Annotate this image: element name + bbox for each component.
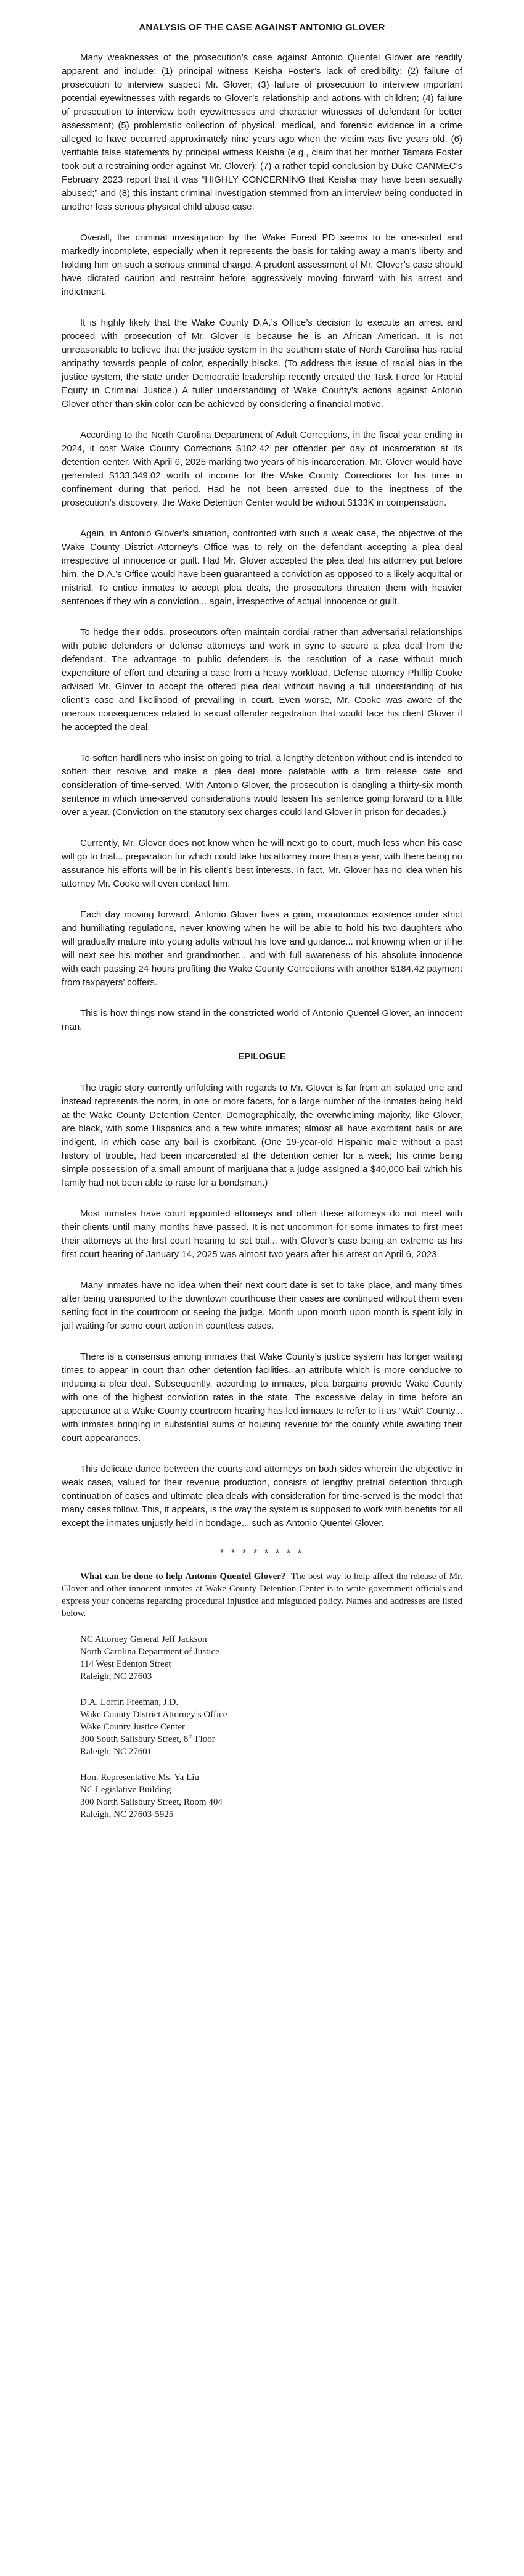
address-line: NC Legislative Building bbox=[80, 1785, 171, 1795]
address-line: Wake County Justice Center bbox=[80, 1722, 186, 1732]
epilogue-paragraph: This delicate dance between the courts and attorneys on both sides wherein the objective in weak cases, valued for their revenue production, consists of lengthy pretrial detention through continuation of cases and ultimate plea deals with consideration for time-served is the model that many cases follow. This, it appears, is the way the system is supposed to work with benefits for all except the inmates unjustly held in bondage... such as Antonio Quentel Glover. bbox=[62, 1464, 462, 1528]
analysis-paragraph: To soften hardliners who insist on going to trial, a lengthy detention without end is intended to soften their resolve and make a plea deal more palatable with a firm release date and consideration of time-served. With Antonio Glover, the prosecution is dangling a thirty-six month sentence in which time-served considerations would lessen his sentence going forward to a little over a year. (Conviction on the statutory sex charges could land Glover in prison for decades.) bbox=[62, 753, 462, 818]
analysis-paragraph: Again, in Antonio Glover’s situation, confronted with such a weak case, the objective of the Wake County District Attorney’s Office was to rely on the defendant accepting a plea deal irrespective of innocence or guilt. Had Mr. Glover accepted the plea deal his attorney put before him, the D.A.’s Office would have been guaranteed a conviction as opposed to a likely acquittal or mistrial. To entice inmates to accept plea deals, the prosecutors threaten them with heavier sentences if they win a conviction... again, irrespective of actual innocence or guilt. bbox=[62, 528, 462, 607]
address-block-representative bbox=[80, 1771, 462, 1821]
address-line: Raleigh, NC 27601 bbox=[80, 1747, 152, 1757]
analysis-paragraph: Overall, the criminal investigation by the Wake Forest PD seems to be one-sided and markedly incomplete, especially when it represents the basis for taking away a man’s liberty and holding him on such a serious criminal charge. A prudent assessment of Mr. Glover’s case should have dictated caution and restraint before aggressively moving forward with his arrest and indictment. bbox=[62, 232, 462, 297]
epilogue-paragraph: Many inmates have no idea when their next court date is set to take place, and many times after being transported to the downtown courthouse their cases are continued without them even setting foot in the courtroom or seeing the judge. Month upon month upon month is spent idly in jail waiting for some court action in countless cases. bbox=[62, 1280, 462, 1331]
address-line: North Carolina Department of Justice bbox=[80, 1647, 219, 1657]
address-street-line bbox=[80, 1733, 462, 1745]
epilogue-paragraph: There is a consensus among inmates that Wake County’s justice system has longer waiting times to appear in court than other detention facilities, an attribute which is more conducive to inducing a plea deal. Subsequently, according to inmates, plea bargains provide Wake County with one of the highest conviction rates in the state. The excessive delay in time before an appearance at a Wake County courtroom hearing has led inmates to refer to it as “Wait” County... with inmates bringing in substantial sums of housing revenue for the county while awaiting their court appearances. bbox=[62, 1352, 462, 1443]
document-title: ANALYSIS OF THE CASE AGAINST ANTONIO GLOVER bbox=[139, 22, 385, 33]
address-street-ordinal: th bbox=[188, 1733, 193, 1739]
address-line: Raleigh, NC 27603 bbox=[80, 1672, 152, 1681]
epilogue-section bbox=[62, 1081, 462, 1530]
address-line: Wake County District Attorney’s Office bbox=[80, 1710, 227, 1720]
epilogue-title: EPILOGUE bbox=[238, 1051, 286, 1062]
analysis-paragraph: It is highly likely that the Wake County D.A.’s Office’s decision to execute an arrest and proceed with prosecution of Mr. Glover is because he is an African American. It is not unreasonable to believe that the justice system in the southern state of North Carolina has racial antipathy towards people of color, especially blacks. (To address this issue of racial bias in the justice system, the state under Democratic leadership recently created the Task Force for Racial Equity in Criminal Justice.) A fuller understanding of Wake County’s actions against Antonio Glover other than skin color can be achieved by considering a financial motive. bbox=[62, 318, 462, 409]
help-lead: What can be done to help Antonio Quentel Glover? bbox=[80, 1572, 286, 1581]
analysis-paragraph: Currently, Mr. Glover does not know when he will next go to court, much less when his case will go to trial... preparation for which could take his attorney more than a year, with there being no assurance his efforts will be in his client’s best interests. In fact, Mr. Glover has no idea when his attorney Mr. Cooke will even contact him. bbox=[62, 838, 462, 889]
address-line: Raleigh, NC 27603-5925 bbox=[80, 1810, 174, 1819]
section-divider: * * * * * * * * bbox=[220, 1548, 304, 1558]
analysis-paragraph: Many weaknesses of the prosecution’s case against Antonio Quentel Glover are readily apparent and include: (1) principal witness Keisha Foster’s lack of credibility; (2) failure of prosecution to interview suspect Mr. Glover; (3) failure of prosecution to interview important potential eyewitnesses with regards to Glover’s relationship and actions with children; (4) failure of prosecution to interview both eyewitnesses and character witnesses of defendant for better assessment; (5) problematic collection of physical, medical, and forensic evidence in a crime alleged to have occurred approximately nine years ago when the victim was five years old; (6) verifiable false statements by principal witness Keisha (e.g., claim that her mother Tamara Foster took out a restraining order against Mr. Glover); (7) a rather tepid conclusion by Duke CANMEC’s February 2023 report that it was “HIGHLY CONCERNING that Keisha may have been sexually abused;” and (8) this instant criminal investigation stemmed from an interview being conducted in another less serious physical child abuse case. bbox=[62, 52, 462, 212]
address-line: Hon. Representative Ms. Ya Liu bbox=[80, 1773, 199, 1782]
analysis-paragraph: To hedge their odds, prosecutors often maintain cordial rather than adversarial relationships with public defenders or defense attorneys and work in sync to secure a plea deal from the defendant. The advantage to public defenders is the resolution of a case without much expenditure of effort and clearing a case from a heavy workload. Defense attorney Phillip Cooke advised Mr. Glover to accept the offered plea deal without having a full understanding of his client’s case and likelihood of prevailing in court. Even worse, Mr. Cooke was aware of the onerous consequences related to sexual offender registration that would face his client Glover if he accepted the deal. bbox=[62, 627, 462, 732]
analysis-section bbox=[62, 51, 462, 1034]
address-line: D.A. Lorrin Freeman, J.D. bbox=[80, 1697, 179, 1707]
address-block-attorney-general bbox=[80, 1633, 462, 1683]
address-line: 114 West Edenton Street bbox=[80, 1659, 171, 1669]
analysis-paragraph: Each day moving forward, Antonio Glover lives a grim, monotonous existence under strict and humiliating regulations, never knowing when he will be able to hold his two daughters who will gradually mature into young adults without his love and guidance... not knowing when or if he will next see his mother and grandmother... and with full awareness of his absolute innocence with each passing 24 hours profiting the Wake County Corrections with another $184.42 payment from taxpayers’ coffers. bbox=[62, 909, 462, 988]
address-line: NC Attorney General Jeff Jackson bbox=[80, 1635, 207, 1644]
address-street: 300 South Salisbury Street, 8 bbox=[80, 1734, 189, 1744]
epilogue-paragraph: The tragic story currently unfolding with regards to Mr. Glover is far from an isolated one and instead represents the norm, in one or more facets, for a large number of the inmates being held at the Wake County Detention Center. Demographically, the overwhelming majority, like Glover, are black, with some Hispanics and a few white inmates; almost all have exorbitant bails or are indigent, in which case any bail is exorbitant. (One 19-year-old Hispanic male without a past history of trouble, had been incarcerated at the detention center for a week; his crime being simple possession of a small amount of marijuana that a judge assigned a $40,000 bail which his family had not been able to raise for a bondsman.) bbox=[62, 1083, 462, 1188]
help-paragraph bbox=[62, 1570, 462, 1620]
analysis-paragraph: According to the North Carolina Department of Adult Corrections, in the fiscal year ending in 2024, it cost Wake County Corrections $182.42 per offender per day of incarceration at its detention center. With April 6, 2025 marking two years of his incarceration, Mr. Glover would have generated $133,349.02 worth of income for the Wake County Corrections for his time in confinement during that period. Had he not been arrested due to the ineptness of the prosecution’s discovery, the Wake Detention Center would be without $133K in compensation. bbox=[62, 430, 462, 508]
address-street-tail: Floor bbox=[192, 1734, 215, 1744]
address-line: 300 North Salisbury Street, Room 404 bbox=[80, 1797, 223, 1807]
epilogue-paragraph: Most inmates have court appointed attorneys and often these attorneys do not meet with their clients until many months have passed. It is not uncommon for some inmates to first meet their attorneys at the first court hearing to set bail... with Glover’s case being an extreme as his first court hearing of January 14, 2025 was almost two years after his arrest on April 6, 2023. bbox=[62, 1208, 462, 1260]
analysis-paragraph: This is how things now stand in the constricted world of Antonio Quentel Glover, an innocent man. bbox=[62, 1008, 462, 1032]
address-block-district-attorney bbox=[80, 1696, 462, 1758]
help-text: The best way to help affect the release of Mr. Glover and other innocent inmates at Wake County Detention Center is to write government officials and express your concerns regarding procedural injustice and misguided policy. Names and addresses are listed below. bbox=[62, 1572, 462, 1618]
